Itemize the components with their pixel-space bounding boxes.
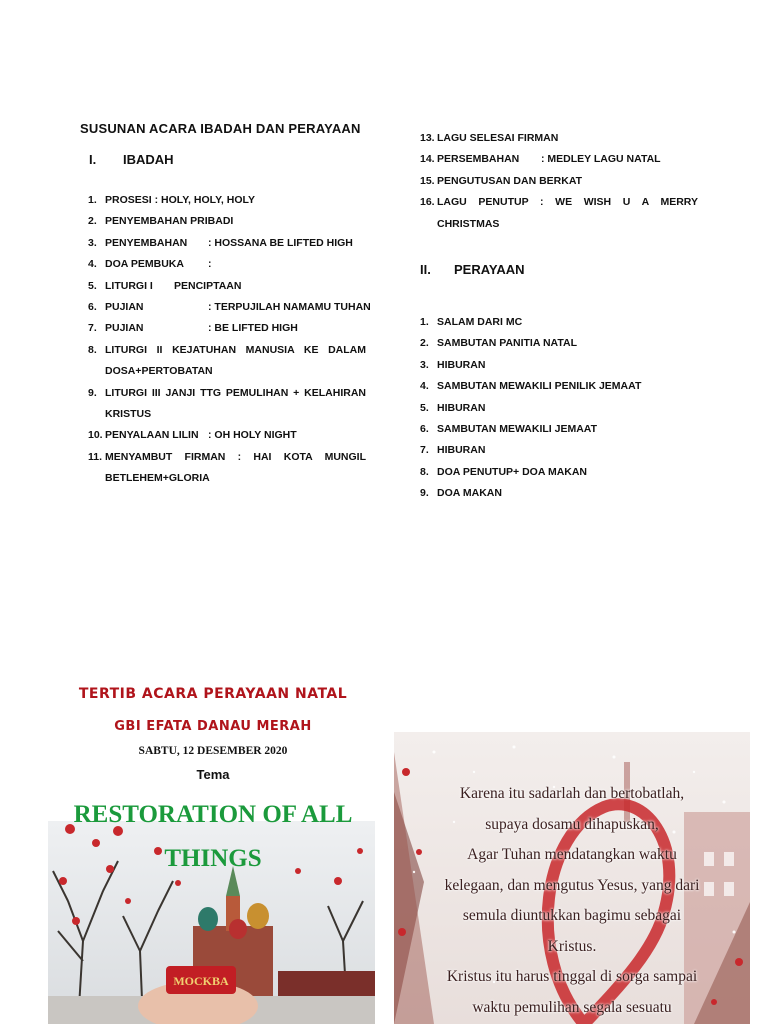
item-song: : HOSSANA BE LIFTED HIGH: [208, 236, 353, 249]
list-item: [88, 211, 366, 232]
list-item: [88, 425, 366, 446]
section-perayaan-heading: [420, 262, 525, 277]
item-name: HIBURAN: [437, 358, 486, 371]
ibadah-list: [88, 190, 371, 490]
item-song: PENCIPTAAN: [174, 279, 242, 292]
list-item: [88, 297, 371, 318]
verse-line: kelegaan, dan mengutus Yesus, yang dari: [444, 876, 700, 894]
list-item: [88, 276, 366, 297]
list-item: [420, 483, 698, 504]
section-roman: I.: [89, 152, 97, 167]
item-name: DOA PENUTUP+ DOA MAKAN: [437, 465, 588, 478]
item-name: SAMBUTAN MEWAKILI JEMAAT: [437, 423, 598, 436]
section-ibadah-heading: [89, 152, 174, 167]
list-item: [88, 190, 366, 211]
item-number: 7.: [88, 322, 97, 335]
item-name: PENGUTUSAN DAN BERKAT: [437, 174, 583, 187]
item-number: 1.: [420, 316, 429, 328]
item-text: LAGU PENUTUP : WE WISH U A MERRY CHRISTMAS: [437, 196, 698, 230]
item-number: 11.: [88, 450, 103, 463]
item-name: LITURGI I: [105, 279, 153, 292]
tema-label: Tema: [196, 767, 230, 782]
item-name: PENYEMBAHAN PRIBADI: [105, 215, 234, 228]
verse-line: waktu pemulihan segala sesuatu: [472, 998, 672, 1016]
list-item: [420, 462, 698, 483]
item-number: 3.: [420, 358, 429, 371]
list-item: [420, 398, 698, 419]
verse-line: Kristus itu harus tinggal di sorga sampai: [446, 968, 698, 985]
item-number: 2.: [88, 215, 97, 228]
item-number: 1.: [88, 194, 97, 206]
item-number: 4.: [88, 258, 97, 271]
item-number: 16.: [420, 196, 435, 209]
cover-title: TERTIB ACARA PERAYAAN NATAL: [78, 686, 348, 702]
item-number: 9.: [420, 487, 429, 500]
item-number: 8.: [420, 465, 429, 478]
item-number: 14.: [420, 153, 435, 166]
bible-verse: [394, 779, 750, 1023]
item-song: : TERPUJILAH NAMAMU TUHAN: [208, 301, 371, 314]
item-song: :: [208, 258, 212, 271]
event-date: SABTU, 12 DESEMBER 2020: [138, 745, 288, 757]
verse-line: Karena itu sadarlah dan bertobatlah,: [459, 785, 685, 802]
list-item: [420, 171, 698, 192]
item-name: LAGU SELESAI FIRMAN: [437, 132, 559, 144]
item-text: MENYAMBUT FIRMAN : HAI KOTA MUNGIL BETLEHEM+GLORIA: [105, 450, 366, 485]
item-song: : MEDLEY LAGU NATAL: [541, 153, 661, 166]
page-title: SUSUNAN ACARA IBADAH DAN PERAYAAN: [80, 121, 361, 136]
verse-panel: [394, 732, 750, 1024]
item-song: : BE LIFTED HIGH: [208, 322, 298, 335]
item-name: DOA PEMBUKA: [105, 258, 184, 271]
item-name: HIBURAN: [437, 444, 486, 457]
item-name: SAMBUTAN PANITIA NATAL: [437, 337, 577, 350]
section-roman: II.: [420, 262, 431, 277]
item-number: 4.: [420, 380, 429, 393]
list-item: [420, 355, 698, 376]
list-item: [420, 419, 698, 440]
list-item: [420, 192, 698, 235]
item-name: PENYALAAN LILIN: [105, 429, 199, 442]
item-name: DOA MAKAN: [437, 487, 502, 500]
item-name: PERSEMBAHAN: [437, 153, 520, 166]
verse-line: semula diuntukkan bagimu sebagai: [462, 907, 682, 924]
item-number: 10.: [88, 429, 103, 442]
item-name: SALAM DARI MC: [437, 316, 523, 328]
item-number: 9.: [88, 386, 97, 399]
verse-line: Kristus.: [547, 937, 597, 955]
item-number: 8.: [88, 343, 97, 356]
list-item: [420, 376, 698, 397]
verse-line: supaya dosamu dihapuskan,: [485, 815, 659, 833]
list-item: [420, 312, 698, 333]
perayaan-list: [420, 312, 698, 505]
list-item: [420, 333, 698, 354]
item-name: SAMBUTAN MEWAKILI PENILIK JEMAAT: [437, 380, 642, 393]
list-item: [88, 318, 366, 339]
item-song: : OH HOLY NIGHT: [208, 429, 297, 442]
section-title: PERAYAAN: [454, 262, 525, 277]
item-number: 6.: [420, 423, 429, 436]
item-number: 5.: [88, 279, 97, 292]
item-number: 5.: [420, 401, 429, 414]
list-item: [88, 383, 366, 426]
list-item: [420, 149, 698, 170]
item-name: PUJIAN: [105, 301, 144, 314]
list-item: [88, 254, 366, 275]
list-item: [88, 340, 366, 383]
item-name: PROSESI : HOLY, HOLY, HOLY: [105, 194, 255, 206]
ibadah-list-continued: [420, 128, 698, 235]
item-number: 6.: [88, 301, 97, 314]
list-item: [420, 440, 698, 461]
item-number: 2.: [420, 337, 429, 350]
church-name: GBI EFATA DANAU MERAH: [114, 719, 312, 734]
theme-title: RESTORATION OF ALL THINGS: [73, 801, 353, 872]
list-item: [88, 447, 366, 490]
item-number: 3.: [88, 236, 97, 249]
item-name: PENYEMBAHAN: [105, 236, 188, 249]
item-number: 7.: [420, 444, 429, 457]
verse-line: Agar Tuhan mendatangkan waktu: [467, 846, 677, 863]
section-title: IBADAH: [123, 152, 174, 167]
list-item: [420, 128, 698, 149]
item-number: 13.: [420, 132, 435, 144]
item-number: 15.: [420, 174, 435, 187]
item-name: HIBURAN: [437, 401, 486, 414]
photo-sign-text: MOCKBA: [173, 974, 229, 988]
item-text: LITURGI II KEJATUHAN MANUSIA KE DALAM DOSA+PERTOBATAN: [105, 343, 366, 378]
item-text: LITURGI III JANJI TTG PEMULIHAN + KELAHIRAN KRISTUS: [105, 386, 366, 421]
item-name: PUJIAN: [105, 322, 144, 335]
list-item: [88, 233, 366, 254]
